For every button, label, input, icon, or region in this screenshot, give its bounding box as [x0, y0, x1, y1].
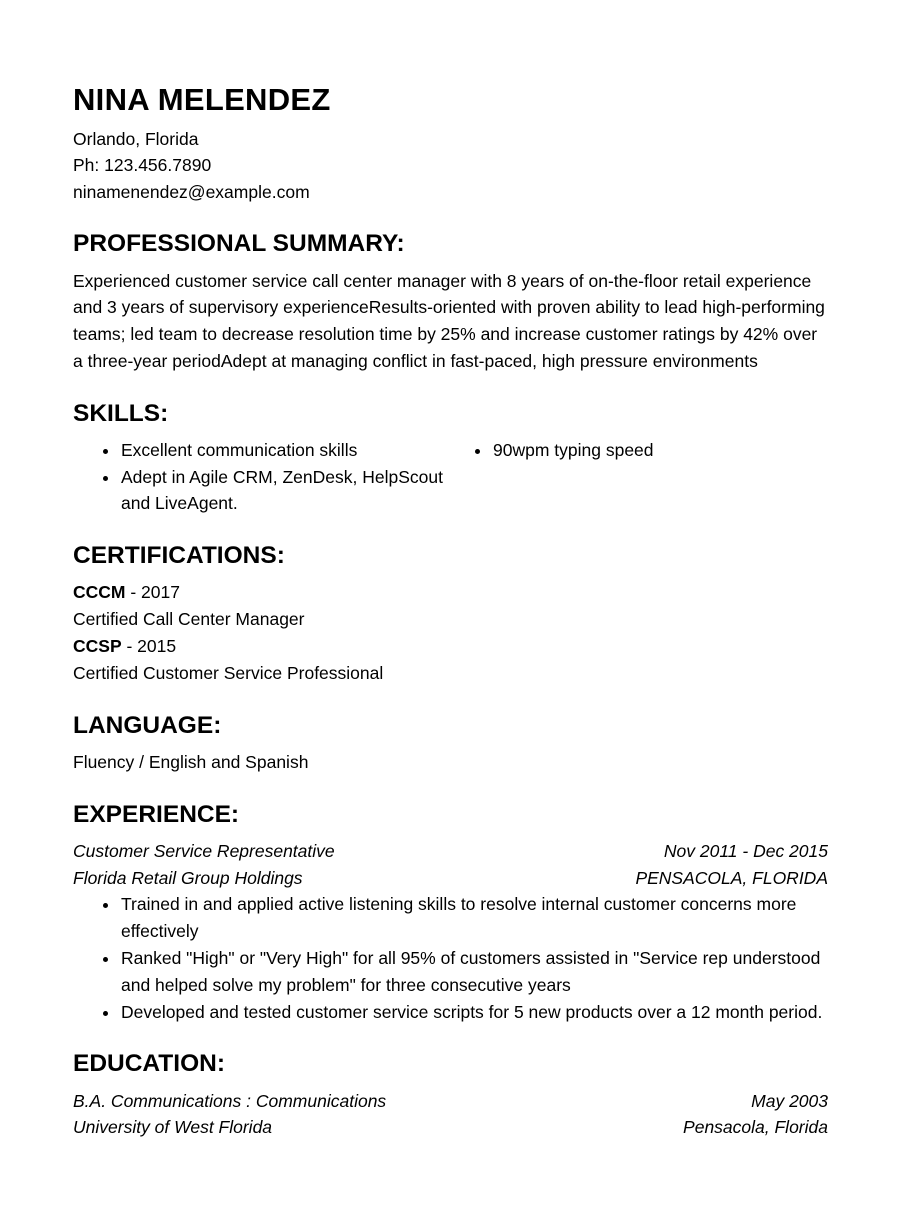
job-title: Customer Service Representative	[73, 840, 335, 861]
section-experience	[73, 801, 828, 1026]
education-school: University of West Florida	[73, 1117, 273, 1138]
skills-columns	[73, 437, 828, 517]
certification-fullname: Certified Customer Service Professional	[73, 662, 384, 683]
section-skills	[73, 400, 828, 518]
education-degree-row	[73, 1088, 828, 1115]
certification-year: - 2017	[125, 582, 180, 603]
job-bullet: • Ranked "High" or "Very High" for all 95% of customers assisted in "Service rep understood and helped solve my problem" for three consecutive years	[120, 945, 828, 999]
job-bullet: • Trained in and applied active listening skills to resolve internal customer concerns more effectively	[120, 891, 828, 945]
section-professional-summary	[73, 230, 828, 374]
job-bullet: • Developed and tested customer service scripts for 5 new products over a 12 month period.	[120, 999, 828, 1026]
certification-fullname: Certified Call Center Manager	[73, 609, 305, 630]
job-company-row	[73, 865, 828, 892]
candidate-phone: Ph: 123.456.7890	[73, 155, 212, 176]
heading-professional-summary: PROFESSIONAL SUMMARY:	[73, 230, 405, 258]
section-education	[73, 1050, 828, 1141]
certification-title	[73, 579, 828, 606]
heading-language: LANGUAGE:	[73, 711, 222, 739]
certification-abbr: CCCM	[73, 582, 126, 603]
job-dates: Nov 2011 - Dec 2015	[663, 840, 828, 861]
section-certifications	[73, 542, 828, 686]
section-language	[73, 712, 828, 776]
certification-abbr: CCSP	[73, 636, 122, 657]
heading-skills: SKILLS:	[73, 399, 169, 427]
resume-header	[73, 84, 828, 205]
language-text: Fluency / English and Spanish	[73, 751, 309, 772]
job-title-row	[73, 838, 828, 865]
education-school-row	[73, 1114, 828, 1141]
education-degree: B.A. Communications : Communications	[73, 1090, 387, 1111]
skill-item: • Adept in Agile CRM, ZenDesk, HelpScout and LiveAgent.	[120, 464, 445, 518]
certification-year: - 2015	[121, 636, 177, 657]
education-location: Pensacola, Florida	[683, 1117, 828, 1138]
heading-education: EDUCATION:	[73, 1050, 225, 1078]
heading-experience: EXPERIENCE:	[73, 800, 240, 828]
heading-certifications: CERTIFICATIONS:	[73, 542, 285, 570]
skill-item: • 90wpm typing speed	[492, 437, 828, 464]
certification-title	[73, 633, 828, 660]
education-date: May 2003	[751, 1090, 828, 1111]
job-company: Florida Retail Group Holdings	[73, 867, 303, 888]
summary-text: Experienced customer service call center manager with 8 years of on-the-floor retail experience and 3 years of supervisory experienceResults-oriented with proven ability to lead high-performing teams; led team to decrease resolution time by 25% and increase customer ratings by 42% over a three-year periodAdept at managing conflict in fast-paced, high pressure environments	[73, 270, 825, 371]
skills-list-left	[73, 437, 445, 517]
skills-list-right	[445, 437, 828, 517]
candidate-name: NINA MELENDEZ	[73, 82, 331, 117]
job-bullet-list	[73, 891, 828, 1025]
skill-item: • Excellent communication skills	[120, 437, 445, 464]
candidate-email: ninamenendez@example.com	[73, 181, 310, 202]
candidate-location: Orlando, Florida	[73, 128, 199, 149]
job-location: PENSACOLA, FLORIDA	[635, 867, 828, 888]
